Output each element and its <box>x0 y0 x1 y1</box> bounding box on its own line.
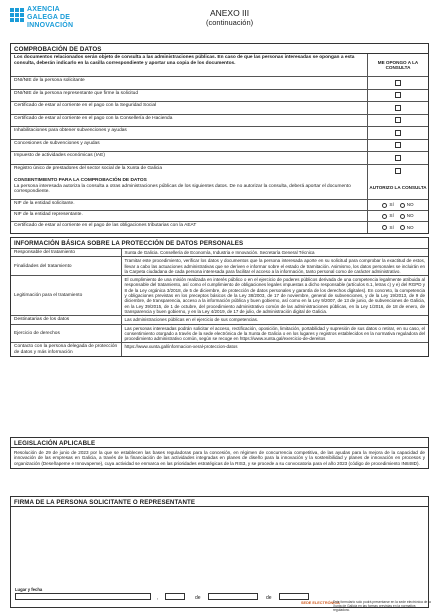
verification-item-row <box>11 152 428 165</box>
data-protection-label: Ejercicio de derechos <box>11 324 121 343</box>
verification-item-label: Certificado de estar al corriente en el pago con la Seguridad Social <box>11 102 368 114</box>
data-protection-label: Legitimación para el tratamiento <box>11 276 121 316</box>
comma-separator: , <box>157 595 159 601</box>
signature-section <box>10 496 429 608</box>
signature-area[interactable] <box>11 507 428 607</box>
data-protection-section <box>10 237 429 357</box>
day-field[interactable] <box>165 593 185 600</box>
verification-item-row <box>11 165 428 178</box>
annex-heading <box>206 8 253 28</box>
verification-item-label: Registro único de prestadores del sector social de la Xunta de Galicia <box>11 165 368 178</box>
place-field[interactable] <box>15 593 151 600</box>
de-separator-2: de <box>266 595 272 601</box>
radio-yes-label: SÍ <box>389 213 394 219</box>
oppose-checkbox[interactable] <box>395 168 401 174</box>
oppose-checkbox[interactable] <box>395 105 401 111</box>
consent-item-row <box>11 200 428 211</box>
authorize-yes-option[interactable] <box>382 225 393 230</box>
data-protection-label: Destinatarias de los datos <box>11 316 121 324</box>
radio-no[interactable] <box>400 214 405 219</box>
data-protection-label: Contacto con la persona delegada de protección de datos y más información <box>11 343 121 356</box>
radio-yes[interactable] <box>382 225 387 230</box>
radio-no[interactable] <box>400 225 405 230</box>
verification-item-label: Impuesto de actividades económicas (IAE) <box>11 152 368 164</box>
oppose-checkbox[interactable] <box>395 80 401 86</box>
oppose-checkbox[interactable] <box>395 142 401 148</box>
verification-item-row <box>11 77 428 90</box>
section-title: COMPROBACIÓN DE DATOS <box>11 44 428 54</box>
logo-line-1: AXENCIA <box>27 6 60 13</box>
logo-mark-icon <box>10 8 24 22</box>
verification-item-label: DNI/NIE de la persona representante que firme la solicitud <box>11 90 368 102</box>
radio-yes[interactable] <box>382 214 387 219</box>
agency-logo <box>10 6 76 40</box>
authorize-no-option[interactable] <box>400 202 414 207</box>
consent-item-label: NIF de la entidad solicitante. <box>11 200 368 210</box>
data-protection-row <box>11 257 428 276</box>
verification-item-label: Concesiones de subvenciones y ayudas <box>11 140 368 152</box>
consent-item-label: Certificado de estar al corriente en el pago de las obligaciones tributarias con la AEAT <box>11 222 368 233</box>
data-protection-row <box>11 343 428 356</box>
authorize-yes-option[interactable] <box>382 213 393 218</box>
sede-logo-text: SEDE ELECTRÓNICA <box>301 601 340 605</box>
oppose-header: ME OPONGO A LA CONSULTA <box>377 59 419 70</box>
radio-no-label: NO <box>406 224 414 230</box>
applicable-legislation-section <box>10 437 429 469</box>
consent-title: CONSENTIMIENTO PARA LA COMPROBACIÓN DE DATOS <box>14 178 147 183</box>
consent-intro-row <box>11 177 428 200</box>
verification-item-label: Inhabilitaciones para obtener subvenciones y ayudas <box>11 127 368 139</box>
data-protection-value: El cumplimiento de una misión realizada en interés público o en el ejercicio de poderes públicos derivada de una competencia legalmente atribuida al responsable del tratamiento, así como el cumplimiento de obligaciones legales impuestas a dicho responsable (artículos 6.1, letras c) y e) del RGPD y 8 de la Ley orgánica 3/2018, de 5 de diciembre, de protección de datos personales y garantía de los derechos digitales). En concreto, la competencia y obligaciones previstas en los preceptos básicos de la Ley 38/2003, de 17 de noviembre, general de subvenciones, y de la Ley 19/2013, de 9 de diciembre, de transparencia, acceso a la información pública y buen gobierno, así como en la Ley 9/2007, de 13 de junio, de subvenciones de Galicia, en la Ley 39/2015, de 1 de octubre, del procedimiento administrativo común de las administraciones públicas, en la Ley 1/2016, de 18 de enero, de transparencia y buen gobierno, y en la Ley 4/2019, de 17 de julio, de administración digital de Galicia. <box>121 276 428 316</box>
verification-intro: Los documentos relacionados serán objeto de consulta a las administraciones públicas. En caso de que las personas interesadas se opongan a esta consulta, deberán indicarlo en la casilla correspondiente y aportar una copia de los documentos. <box>11 54 368 76</box>
annex-subtitle: (continuación) <box>206 18 254 27</box>
authorize-header: AUTORIZO LA CONSULTA <box>369 185 427 191</box>
data-verification-section <box>10 43 429 234</box>
verification-item-label: Certificado de estar al corriente en el pago con la Consellería de Hacienda <box>11 115 368 127</box>
data-protection-value: Las personas interesadas podrán solicitar el acceso, rectificación, oposición, limitación, portabilidad y supresión de sus datos o retirar, en su caso, el consentimiento otorgado a través de la sede electrónica de la Xunta de Galicia o en los lugares y registros establecidos en la normativa reguladora del procedimiento administrativo común, según se recoge en https://www.xunta.gal/exercicio-de-dereitos <box>121 324 428 343</box>
data-protection-value: Las administraciones públicas en el ejercicio de sus competencias. <box>121 316 428 324</box>
radio-no[interactable] <box>400 203 405 208</box>
radio-yes[interactable] <box>382 203 387 208</box>
authorize-no-option[interactable] <box>400 225 414 230</box>
place-date-label: Lugar y fecha <box>15 587 43 592</box>
radio-no-label: NO <box>406 202 414 208</box>
radio-yes-label: SÍ <box>389 202 394 208</box>
section-title: LEGISLACIÓN APLICABLE <box>11 438 428 448</box>
verification-item-row <box>11 102 428 115</box>
oppose-checkbox[interactable] <box>395 117 401 123</box>
consent-intro: La persona interesada autoriza la consulta a otras administraciones públicas de los siguientes datos. De no autorizar la consulta, deberá aportar el documento correspondiente. <box>14 183 351 195</box>
data-protection-row <box>11 249 428 257</box>
legislation-text: Resolución de 29 de junio de 2023 por la que se establecen las bases reguladoras para la concesión, en régimen de concurrencia competitiva, de las ayudas para la mejora de la capacidad de innovación de las empresas en Galicia, a través de la financiación de las actividades integradas en planes de diseño para la innovación y la sostenibilidad y planes de innovación en procesos y organización (Deseñapeme e Innovapeme), cuya actividad se enmarca en las prioridades estratégicas de la RIS3, y se procede a su convocatoria para el año 2023 (código de procedimiento IN848D). <box>14 450 425 466</box>
radio-yes-label: SÍ <box>389 224 394 230</box>
data-protection-value: https://www.xunta.gal/informacion-xeral-proteccion-datos <box>121 343 428 356</box>
oppose-checkbox[interactable] <box>395 155 401 161</box>
logo-line-3: INNOVACIÓN <box>27 22 74 29</box>
year-field[interactable] <box>279 593 309 600</box>
oppose-checkbox[interactable] <box>395 92 401 98</box>
data-protection-table <box>11 248 428 356</box>
oppose-checkbox[interactable] <box>395 130 401 136</box>
page-header <box>10 6 430 40</box>
annex-title: ANEXO III <box>209 8 250 18</box>
data-protection-label: Responsable del tratamiento <box>11 249 121 257</box>
data-protection-row <box>11 276 428 316</box>
consent-item-label: NIF de la entidad representante. <box>11 211 368 221</box>
radio-no-label: NO <box>406 213 414 219</box>
authorize-radio-group <box>382 213 413 218</box>
data-protection-value: Tramitar este procedimiento, verificar los datos y documentos que la persona interesada aporte en su solicitud para comprobar la exactitud de estos, llevar a cabo las actuaciones administrativas que se deriven e informar sobre el estado de tramitación. Asimismo, los datos personales se incluirán en la Carpeta ciudadana de cada persona interesada para facilitar el acceso a la información, tanto personal como de carácter administrativo. <box>121 257 428 276</box>
verification-item-row <box>11 140 428 153</box>
data-protection-value: Xunta de Galicia. Consellería de Economía, Industria e Innovación. Secretaría General Técnica <box>121 249 428 257</box>
month-field[interactable] <box>208 593 258 600</box>
data-protection-row <box>11 316 428 324</box>
section-title: FIRMA DE LA PERSONA SOLICITANTE O REPRESENTANTE <box>11 497 428 507</box>
logo-line-2: GALEGA DE <box>27 14 71 21</box>
de-separator-1: de <box>195 595 201 601</box>
footer-note: Este formulario solo podrá presentarse en la sede electrónica de la Xunta de Galicia en las formas previstas en la normativa reguladora. <box>333 600 431 612</box>
section-title: INFORMACIÓN BÁSICA SOBRE LA PROTECCIÓN DE DATOS PERSONALES <box>14 239 244 247</box>
verification-intro-row <box>11 54 428 77</box>
data-protection-label: Finalidades del tratamiento <box>11 257 121 276</box>
verification-item-row <box>11 90 428 103</box>
verification-item-row <box>11 115 428 128</box>
authorize-radio-group <box>382 225 413 230</box>
verification-item-label: DNI/NIE de la persona solicitante <box>11 77 368 89</box>
data-protection-row <box>11 324 428 343</box>
authorize-yes-option[interactable] <box>382 202 393 207</box>
authorize-no-option[interactable] <box>400 213 414 218</box>
verification-item-row <box>11 127 428 140</box>
consent-item-row <box>11 211 428 222</box>
authorize-radio-group <box>382 202 413 207</box>
consent-item-row <box>11 222 428 233</box>
